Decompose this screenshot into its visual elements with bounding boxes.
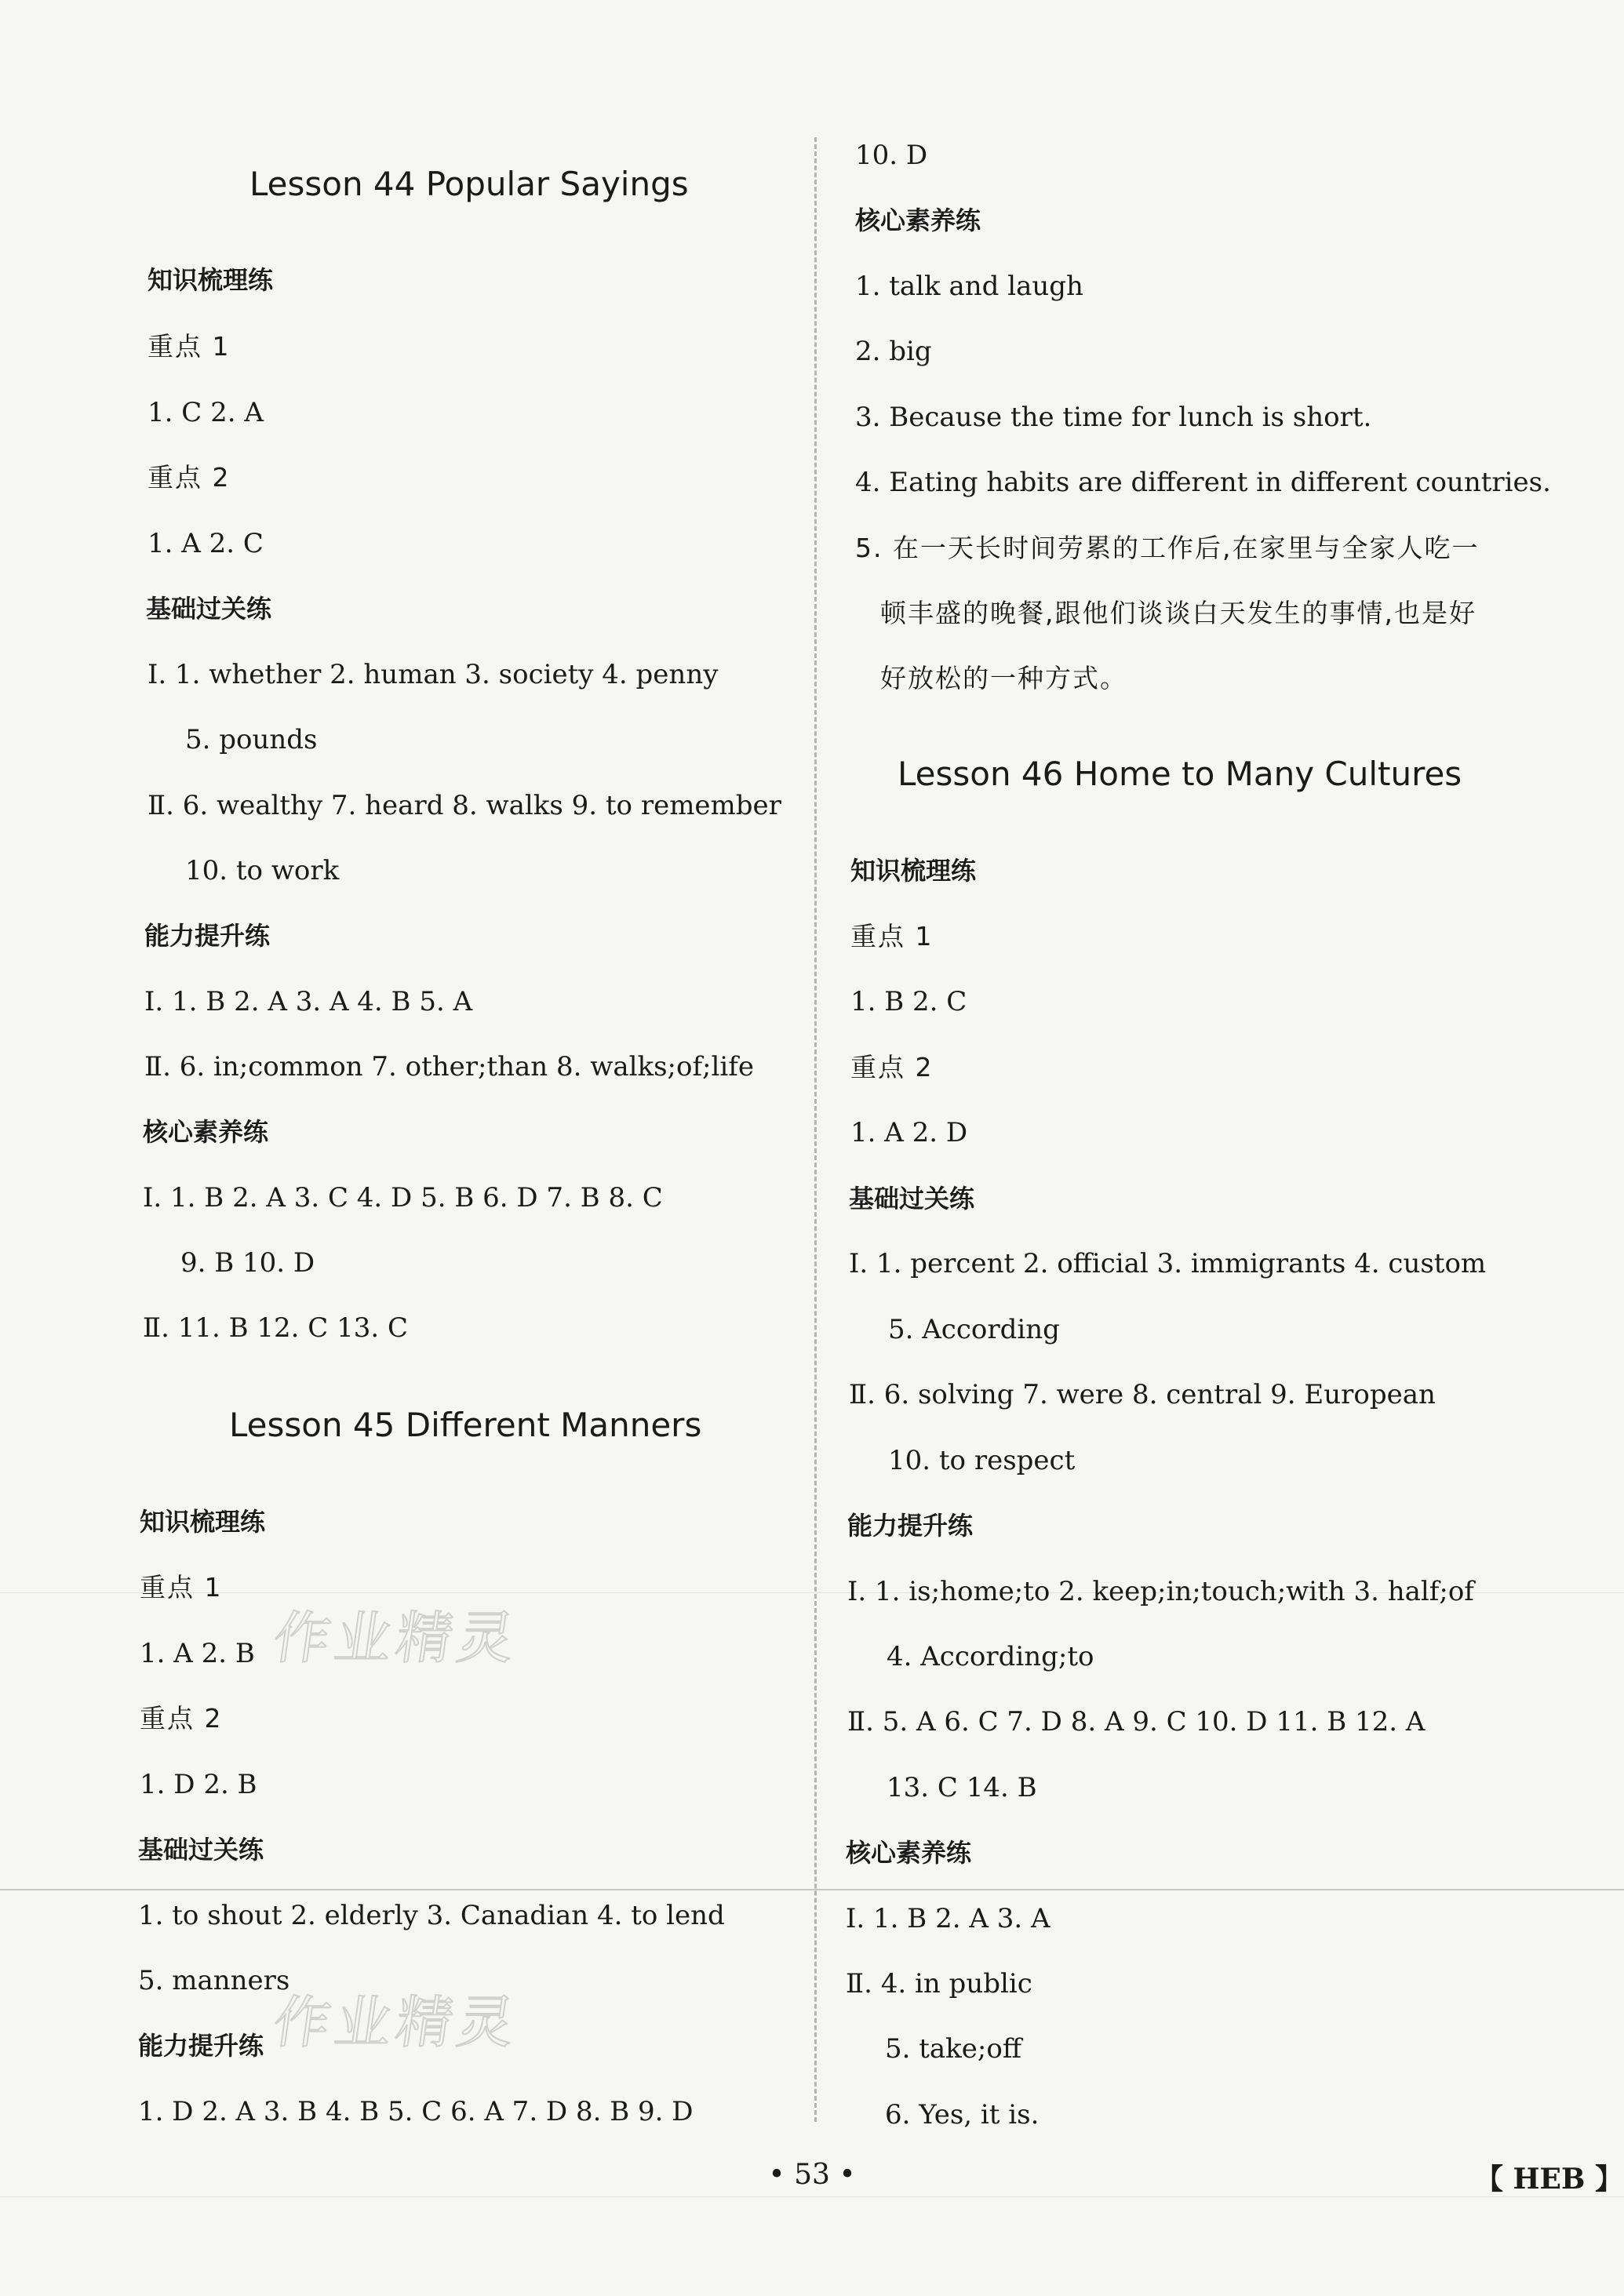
answer-line: 3. Because the time for lunch is short.	[855, 402, 1372, 433]
answer-line: 13. C 14. B	[887, 1772, 1037, 1803]
answer-line: Ⅰ. 1. whether 2. human 3. society 4. penny	[147, 659, 719, 690]
answer-line: 顿丰盛的晚餐,跟他们谈谈白天发生的事情,也是好	[880, 598, 1477, 628]
answer-line: 1. B 2. C	[850, 986, 967, 1017]
answer-line: 10. to work	[185, 855, 340, 886]
answer-line: 5. According	[888, 1314, 1060, 1345]
section-heading: 知识梳理练	[850, 856, 977, 886]
answer-line: Ⅱ. 6. solving 7. were 8. central 9. European	[849, 1379, 1436, 1410]
section-heading: 知识梳理练	[140, 1507, 266, 1537]
answer-line: 1. talk and laugh	[855, 271, 1083, 302]
key-point-label: 重点 2	[147, 462, 231, 493]
key-point-label: 重点 1	[850, 921, 934, 952]
answer-line: Ⅰ. 1. B 2. A 3. C 4. D 5. B 6. D 7. B 8. C	[143, 1182, 663, 1213]
answer-line: Ⅰ. 1. B 2. A 3. A	[846, 1903, 1051, 1934]
answer-line: 1. A 2. D	[850, 1117, 968, 1148]
answer-line: Ⅱ. 6. wealthy 7. heard 8. walks 9. to remember	[147, 790, 781, 821]
answer-line: 1. A 2. B	[140, 1638, 255, 1669]
section-heading: 核心素养练	[143, 1117, 269, 1147]
answer-line: 9. B 10. D	[180, 1247, 315, 1279]
answer-line: 1. C 2. A	[147, 397, 264, 428]
answer-line: 5. 在一天长时间劳累的工作后,在家里与全家人吃一	[855, 533, 1480, 563]
answer-line: 5. manners	[138, 1965, 290, 1996]
scan-fold-line	[0, 1889, 1624, 1890]
answer-line: 4. According;to	[887, 1641, 1094, 1672]
answer-line: 好放松的一种方式。	[880, 663, 1127, 693]
answer-line: 5. pounds	[185, 724, 318, 755]
key-point-label: 重点 2	[140, 1703, 223, 1734]
key-point-label: 重点 2	[850, 1052, 934, 1083]
answer-line: 6. Yes, it is.	[885, 2099, 1040, 2130]
answer-line: Ⅰ. 1. B 2. A 3. A 4. B 5. A	[144, 986, 473, 1017]
answer-line: Ⅰ. 1. percent 2. official 3. immigrants 4. custom	[849, 1248, 1487, 1279]
answer-line: 1. to shout 2. elderly 3. Canadian 4. to lend	[138, 1900, 725, 1931]
section-heading: 核心素养练	[855, 206, 981, 235]
answer-line: 1. D 2. A 3. B 4. B 5. C 6. A 7. D 8. B 9. D	[138, 2096, 694, 2127]
section-heading: 能力提升练	[144, 921, 271, 951]
key-point-label: 重点 1	[140, 1572, 223, 1603]
section-heading: 能力提升练	[138, 2031, 264, 2061]
section-heading: 基础过关练	[849, 1184, 975, 1213]
answer-line: Ⅱ. 6. in;common 7. other;than 8. walks;of;life	[144, 1051, 754, 1083]
lesson-44-title: Lesson 44 Popular Sayings	[249, 165, 689, 203]
column-divider	[814, 137, 817, 2122]
answer-line: 1. D 2. B	[140, 1769, 257, 1800]
answer-line: 2. big	[855, 336, 932, 367]
section-heading: 能力提升练	[847, 1511, 974, 1541]
watermark-logo: 作业精灵	[269, 1605, 524, 1671]
section-heading: 核心素养练	[846, 1838, 972, 1868]
answer-line: Ⅱ. 11. B 12. C 13. C	[143, 1312, 408, 1344]
answer-line: 10. D	[855, 140, 928, 171]
edition-tag: 【 HEB 】	[1475, 2163, 1623, 2196]
section-heading: 基础过关练	[138, 1835, 264, 1865]
section-heading: 基础过关练	[146, 594, 272, 624]
lesson-46-title: Lesson 46 Home to Many Cultures	[898, 755, 1462, 793]
answer-line: 4. Eating habits are different in different countries.	[855, 467, 1551, 498]
answer-line: Ⅰ. 1. is;home;to 2. keep;in;touch;with 3. half;of	[847, 1576, 1474, 1607]
key-point-label: 重点 1	[147, 331, 231, 362]
answer-line: 10. to respect	[888, 1445, 1076, 1476]
answer-line: Ⅱ. 5. A 6. C 7. D 8. A 9. C 10. D 11. B 12. A	[847, 1706, 1426, 1737]
answer-line: Ⅱ. 4. in public	[846, 1968, 1032, 1999]
answer-line: 1. A 2. C	[147, 528, 264, 559]
watermark-logo: 作业精灵	[269, 1989, 524, 2055]
lesson-45-title: Lesson 45 Different Manners	[229, 1406, 702, 1444]
answer-line: 5. take;off	[885, 2033, 1021, 2065]
page-number: • 53 •	[768, 2159, 856, 2191]
section-heading: 知识梳理练	[147, 265, 274, 295]
scan-line	[0, 2196, 1624, 2197]
